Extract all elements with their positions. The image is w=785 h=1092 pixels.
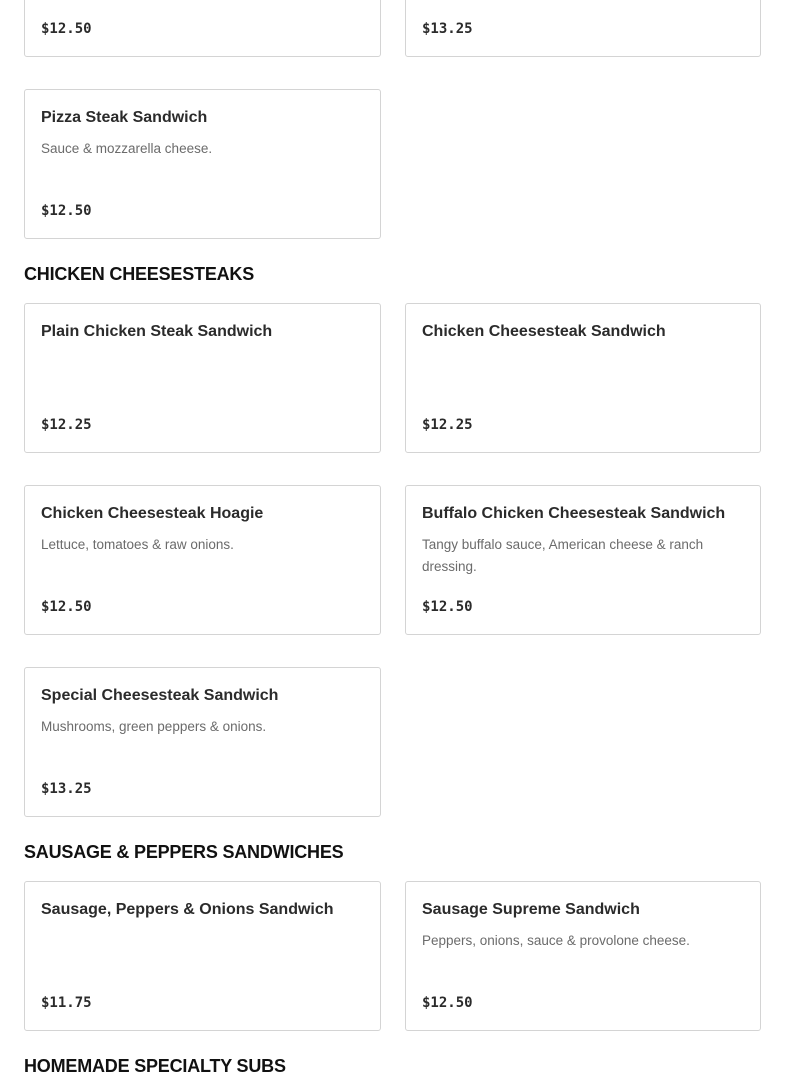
section-title-chicken-cheesesteaks: CHICKEN CHEESESTEAKS: [24, 264, 255, 284]
item-price: $12.50: [41, 599, 92, 615]
section-title-sausage-peppers: SAUSAGE & PEPPERS SANDWICHES: [24, 842, 344, 862]
item-description: Tangy buffalo sauce, American cheese & ranch dressing.: [422, 537, 704, 574]
menu-item-card[interactable]: [405, 0, 761, 57]
item-name: Sausage Supreme Sandwich: [422, 901, 640, 918]
item-description: Sauce & mozzarella cheese.: [41, 141, 213, 156]
item-name: Sausage, Peppers & Onions Sandwich: [41, 901, 334, 918]
item-price: $12.50: [422, 995, 473, 1011]
item-name: Pizza Steak Sandwich: [41, 109, 208, 126]
menu-item-card[interactable]: [24, 667, 381, 817]
item-name: Special Cheesesteak Sandwich: [41, 687, 279, 704]
menu-item-card[interactable]: [405, 881, 761, 1031]
item-price: $13.25: [41, 781, 92, 797]
item-price: $12.25: [422, 417, 473, 433]
menu-item-card[interactable]: [24, 89, 381, 239]
item-price: $11.75: [41, 995, 92, 1011]
item-description: Lettuce, tomatoes & raw onions.: [41, 537, 234, 552]
menu-item-card[interactable]: [24, 485, 381, 635]
menu-item-card[interactable]: [405, 303, 761, 453]
item-price: $12.50: [41, 21, 92, 37]
item-price: $12.50: [41, 203, 92, 219]
item-description: Mushrooms, green peppers & onions.: [41, 719, 267, 734]
item-price: $12.25: [41, 417, 92, 433]
menu-item-card[interactable]: [24, 0, 381, 57]
section-title-specialty-subs: HOMEMADE SPECIALTY SUBS: [24, 1056, 286, 1076]
item-price: $12.50: [422, 599, 473, 615]
menu-item-card[interactable]: [24, 881, 381, 1031]
item-description: Peppers, onions, sauce & provolone cheese.: [422, 933, 690, 948]
item-name: Buffalo Chicken Cheesesteak Sandwich: [422, 505, 726, 522]
menu-item-card[interactable]: [24, 303, 381, 453]
item-name: Chicken Cheesesteak Hoagie: [41, 505, 264, 522]
item-name: Plain Chicken Steak Sandwich: [41, 323, 273, 340]
menu-item-card[interactable]: [405, 485, 761, 635]
item-price: $13.25: [422, 21, 473, 37]
item-name: Chicken Cheesesteak Sandwich: [422, 323, 666, 340]
